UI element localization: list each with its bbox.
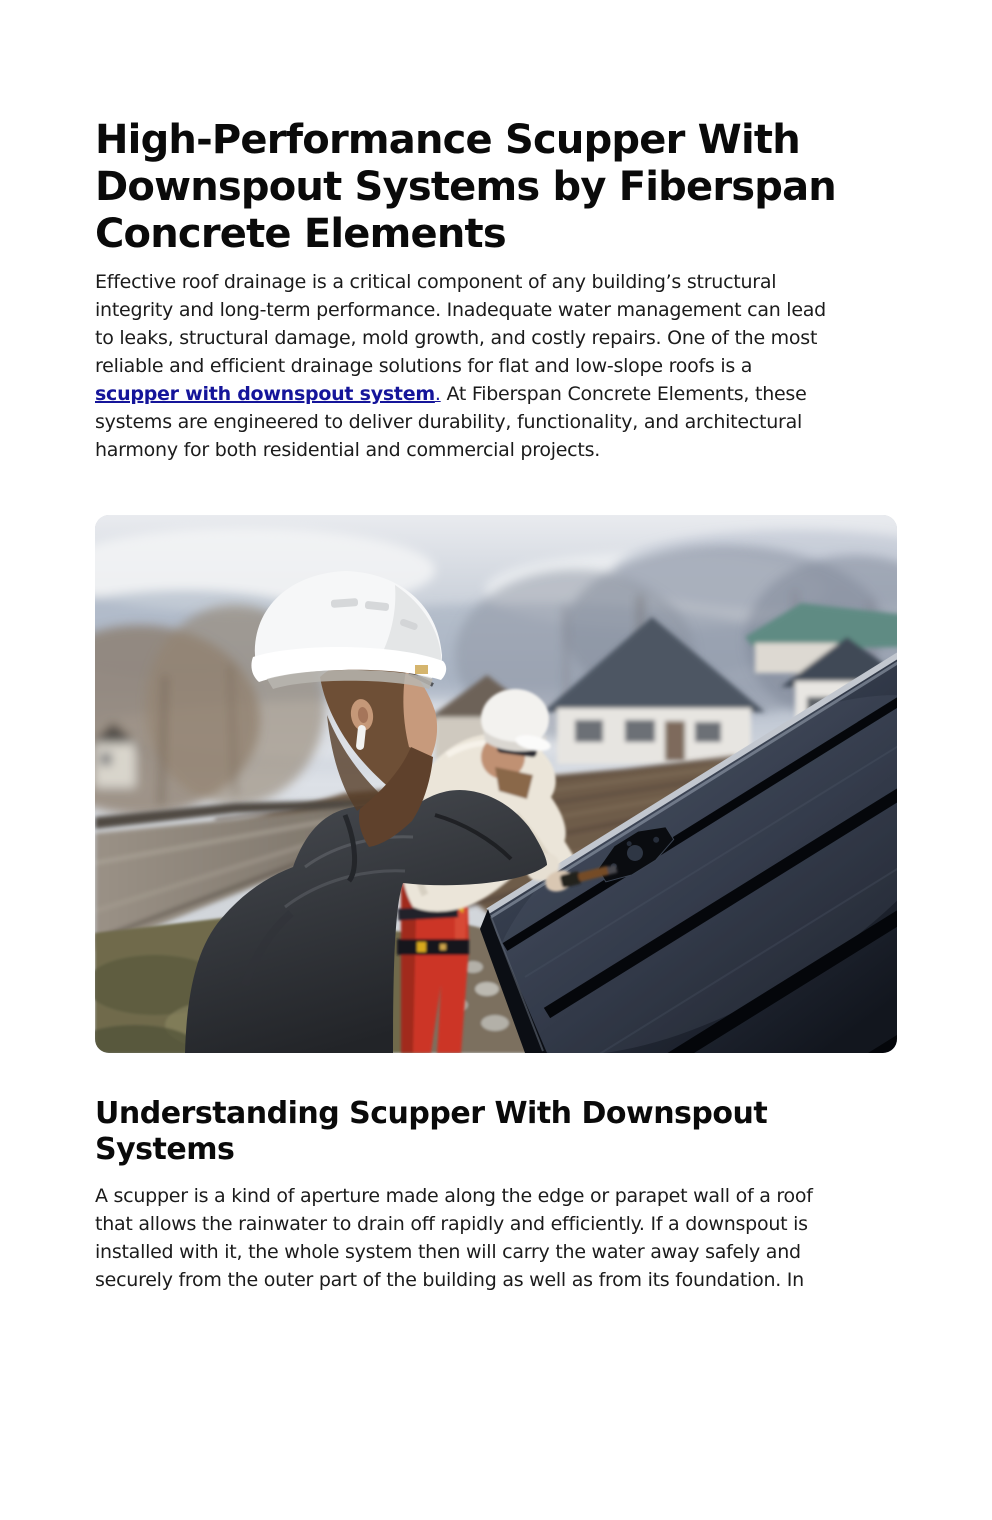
scupper-system-link[interactable]: scupper with downspout system (95, 383, 435, 405)
paragraph-line: harmony for both residential and commercial projects. (95, 439, 601, 461)
title-line: High-Performance Scupper With (95, 117, 800, 163)
paragraph-line: that allows the rainwater to drain off rapidly and efficiently. If a downspout is (95, 1213, 808, 1235)
roof-installation-photo (95, 515, 897, 1053)
page-title (95, 117, 897, 258)
intro-paragraph (95, 268, 897, 464)
paragraph-line-with-link (95, 380, 897, 408)
text-after-link: At Fiberspan Concrete Elements, these (440, 383, 807, 405)
section-heading-line: Understanding Scupper With Downspout (95, 1096, 768, 1131)
title-line: Downspout Systems by Fiberspan (95, 164, 836, 210)
section-heading (95, 1096, 897, 1168)
paragraph-line: securely from the outer part of the building as well as from its foundation. In (95, 1269, 804, 1291)
hero-image (95, 515, 897, 1053)
paragraph-line: reliable and efficient drainage solutions for flat and low-slope roofs is a (95, 355, 753, 377)
title-line: Concrete Elements (95, 211, 506, 257)
document-page (0, 117, 992, 1520)
paragraph-line: Effective roof drainage is a critical component of any building’s structural (95, 271, 777, 293)
paragraph-line: to leaks, structural damage, mold growth, and costly repairs. One of the most (95, 327, 818, 349)
paragraph-line: integrity and long-term performance. Inadequate water management can lead (95, 299, 826, 321)
paragraph-line: systems are engineered to deliver durability, functionality, and architectural (95, 411, 802, 433)
link-period: . (434, 383, 441, 405)
section-paragraph (95, 1182, 897, 1294)
paragraph-line: A scupper is a kind of aperture made along the edge or parapet wall of a roof (95, 1185, 813, 1207)
paragraph-line: installed with it, the whole system then will carry the water away safely and (95, 1241, 801, 1263)
section-heading-line: Systems (95, 1132, 235, 1167)
